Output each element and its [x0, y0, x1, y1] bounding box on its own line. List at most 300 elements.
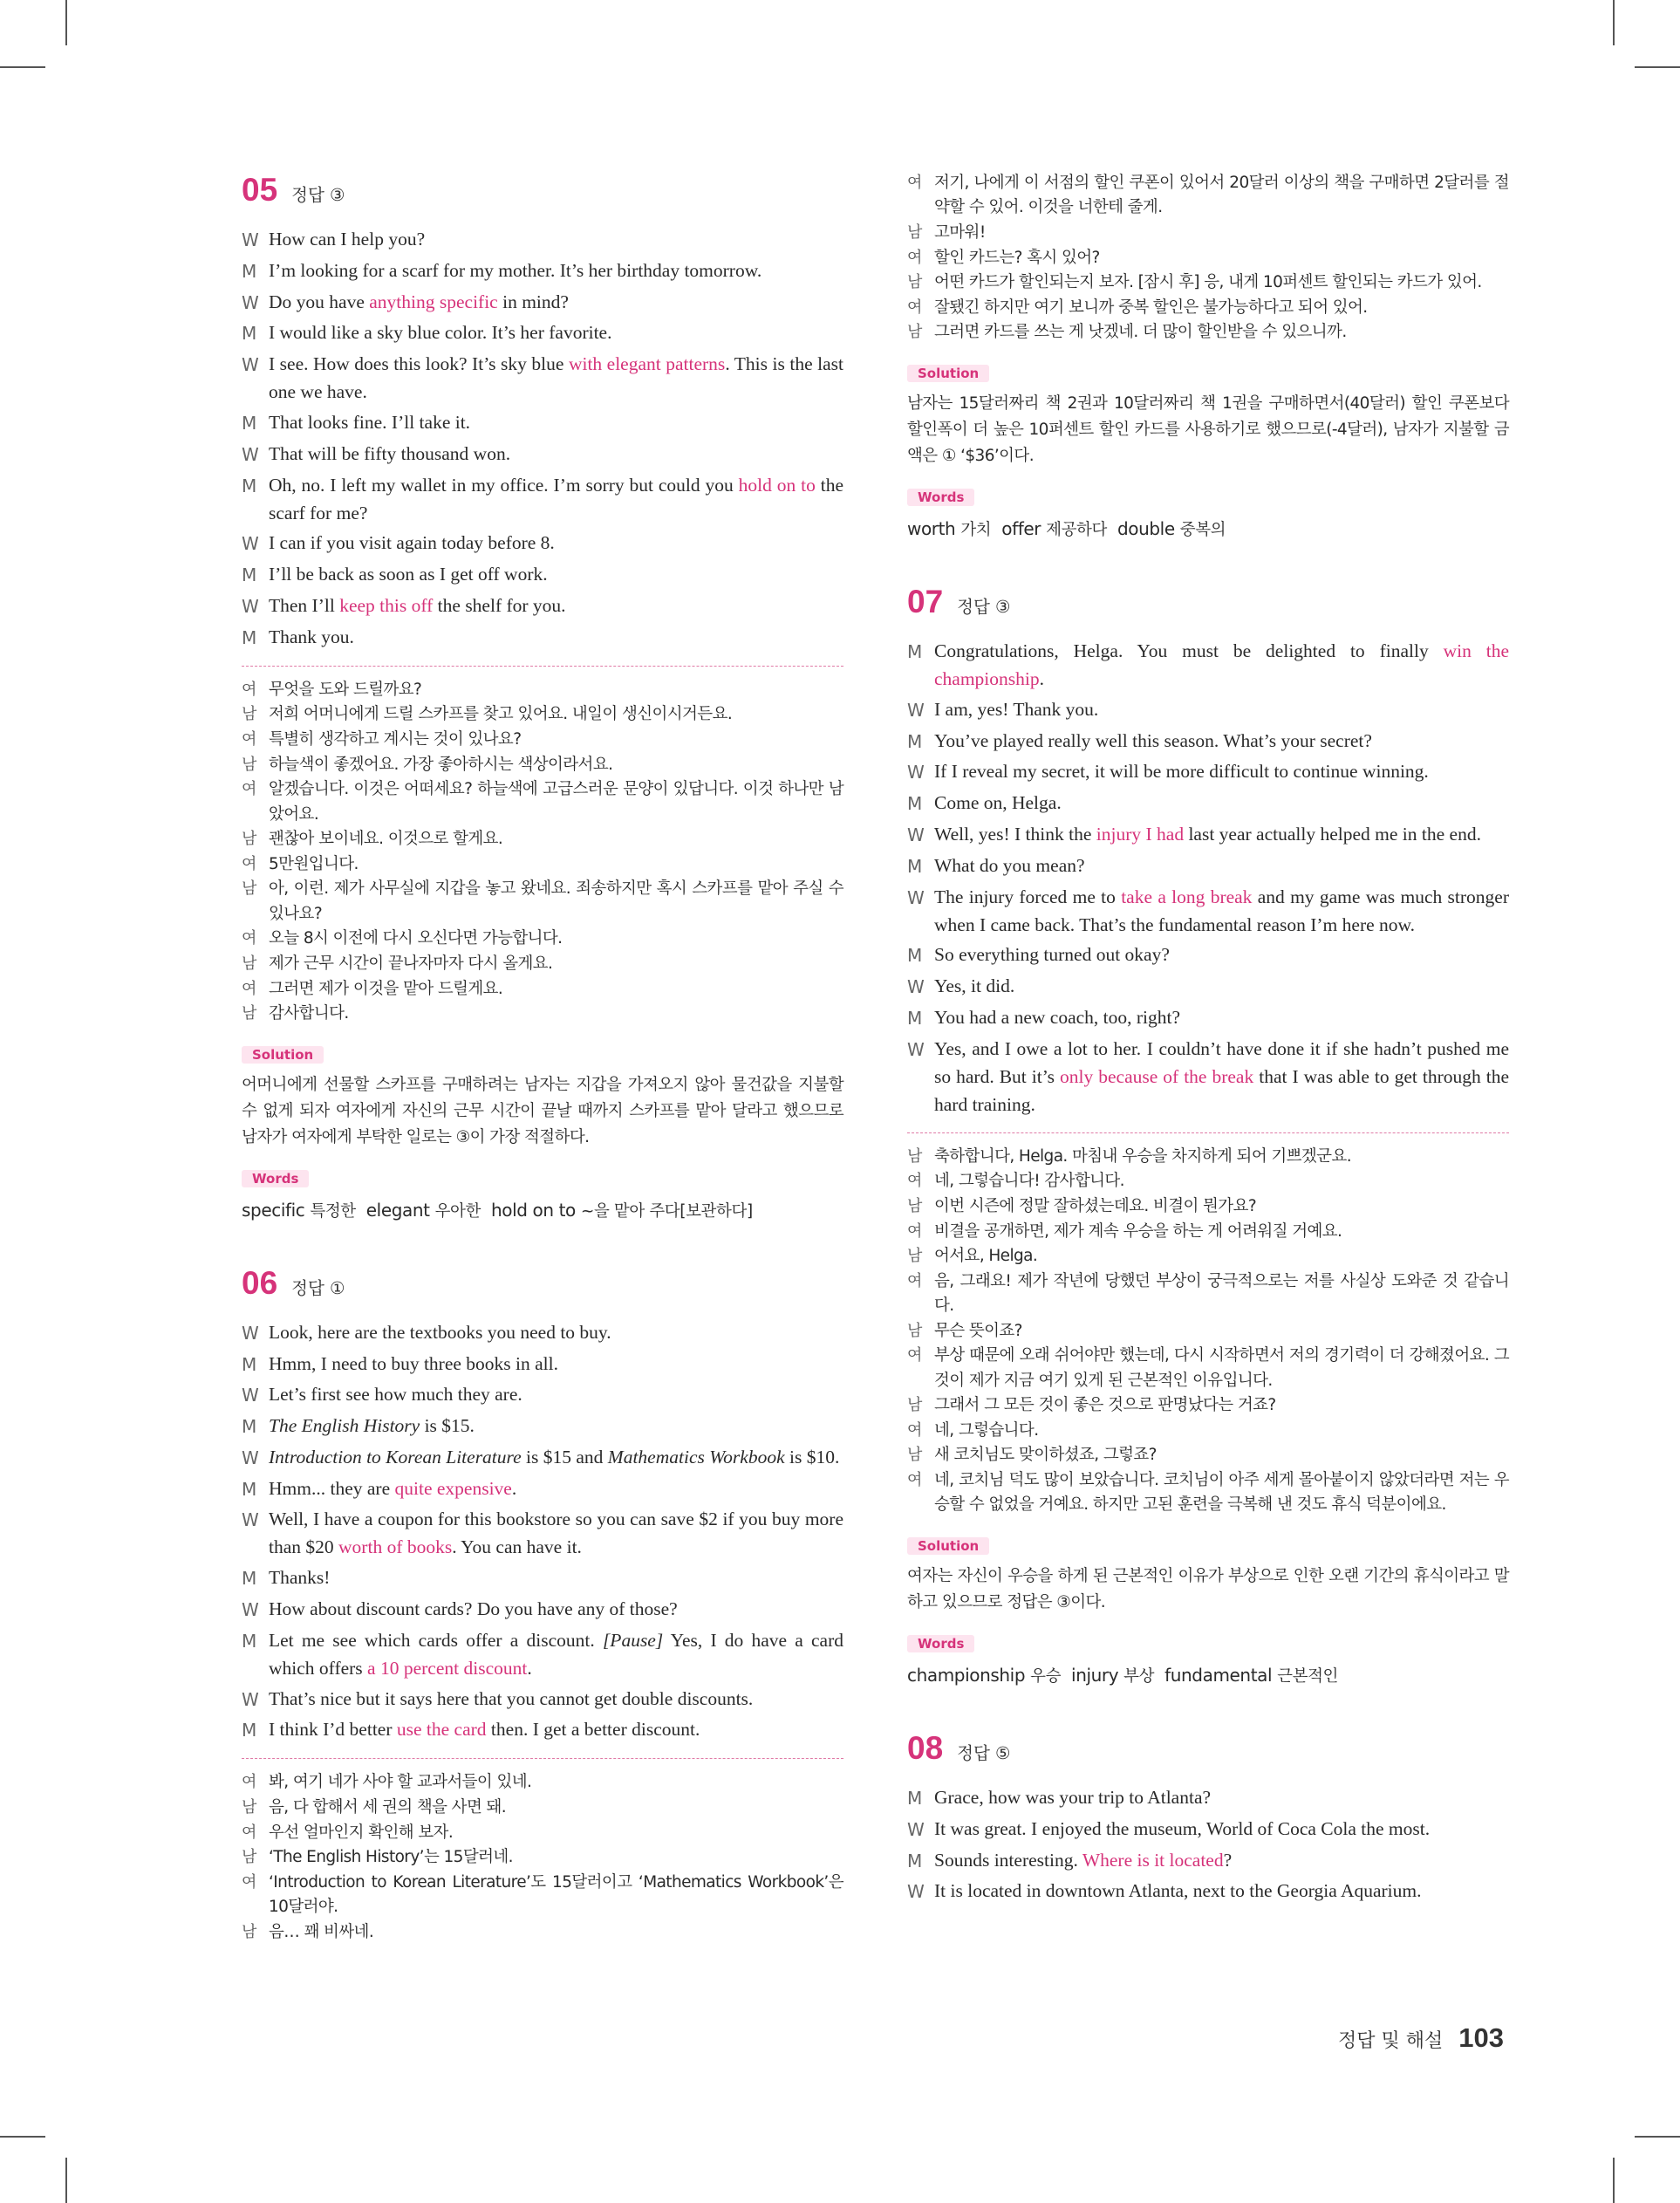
solution-badge: Solution	[907, 1537, 989, 1555]
speaker-label: 남	[242, 1848, 256, 1867]
speaker-label: W	[907, 699, 925, 721]
right-column	[907, 171, 1509, 1944]
translation	[242, 1770, 843, 1945]
solution-badge: Solution	[242, 1046, 324, 1064]
translation-text: 하늘색이 좋겠어요. 가장 좋아하시는 색상이라서요.	[269, 755, 613, 774]
dialogue-text	[269, 1563, 843, 1592]
question-header	[242, 1264, 843, 1308]
word-entry	[1001, 518, 1107, 539]
translation-line	[907, 221, 1509, 245]
speaker-label: 여	[242, 1872, 256, 1892]
text-run: Yes, and I owe a lot to her. I couldn’t have done it if she hadn’t pushed me so hard. But it’s	[934, 1037, 1509, 1087]
translation-text: 네, 코치님 덕도 많이 보았습니다. 코치님이 아주 세게 몰아붙이지 않았더라면 저는 우승할 수 없었을 거예요. 하지만 고된 훈련을 극복해 낸 것도 휴식 덕분이에요.	[934, 1471, 1509, 1515]
dashed-divider	[907, 1132, 1509, 1133]
speaker-label: M	[242, 564, 257, 586]
text-run: Oh, no. I left my wallet in my office. I’m sorry but could you	[269, 474, 739, 496]
speaker-label: 여	[242, 780, 256, 799]
speaker-label: W	[907, 1038, 925, 1060]
question-number: 05	[242, 172, 278, 208]
text-run: last year actually helped me in the end.	[1184, 823, 1481, 845]
text-run: Congratulations, Helga. You must be delighted to finally	[934, 640, 1444, 661]
page-number: 103	[1458, 2022, 1504, 2053]
translation-text: 그러면 카드를 쓰는 게 낫겠네. 더 많이 할인받을 수 있으니까.	[934, 323, 1347, 342]
word-entry	[491, 1200, 753, 1221]
text-run: is $15.	[420, 1415, 475, 1437]
text-run: Do you have	[269, 291, 370, 312]
translation-line	[242, 1871, 843, 1920]
text-run: Thanks!	[269, 1567, 331, 1589]
translation-text: 그러면 제가 이것을 맡아 드릴게요.	[269, 979, 503, 998]
highlighted-phrase: injury I had	[1096, 823, 1185, 845]
dialogue-text	[269, 225, 843, 254]
translation-line	[907, 1269, 1509, 1319]
speaker-label: 여	[242, 854, 256, 873]
speaker-label: 남	[242, 879, 256, 899]
speaker-label: M	[242, 260, 257, 282]
translation-text: 네, 그렇습니다.	[934, 1420, 1039, 1440]
dialogue-line	[907, 1003, 1509, 1032]
dialogue-text	[269, 1595, 843, 1624]
dialogue-text	[269, 471, 843, 527]
speaker-label: M	[242, 475, 257, 496]
word-meaning: 우승	[1030, 1667, 1062, 1686]
speaker-label: M	[907, 1788, 923, 1810]
question-05	[242, 171, 843, 1226]
speaker-label: 여	[907, 1172, 922, 1191]
dialogue-line	[907, 1815, 1509, 1844]
speaker-label: 여	[242, 1823, 256, 1842]
word-meaning: ~을 맡아 주다[보관하다]	[580, 1201, 753, 1221]
translation-line	[907, 1220, 1509, 1244]
speaker-label: 남	[907, 1396, 922, 1415]
text-run: I’ll be back as soon as I get off work.	[269, 564, 548, 585]
dashed-divider	[242, 666, 843, 667]
dialogue-line	[907, 727, 1509, 756]
dialogue-line	[907, 972, 1509, 1001]
speaker-label: 여	[907, 298, 922, 317]
translation-line	[907, 296, 1509, 320]
text-run: You’ve played really well this season. What’s your secret?	[934, 729, 1372, 751]
dialogue-text	[934, 1003, 1509, 1032]
dialogue-text	[934, 1815, 1509, 1844]
translation-text: 저기, 나에게 이 서점의 할인 쿠폰이 있어서 20달러 이상의 책을 구매하면 2달러를 절약할 수 있어. 이것을 너한테 줄게.	[934, 174, 1509, 217]
speaker-label: W	[242, 1599, 259, 1621]
translation-line	[242, 753, 843, 777]
speaker-label: 남	[242, 755, 256, 774]
dialogue-text	[269, 592, 843, 620]
translation-text: 우선 얼마인지 확인해 보자.	[269, 1823, 454, 1842]
speaker-label: W	[242, 1385, 259, 1406]
translation-text: 잘됐긴 하지만 여기 보니까 중복 할인은 불가능하다고 되어 있어.	[934, 298, 1368, 317]
speaker-label: 여	[242, 729, 256, 749]
translation-line	[907, 1393, 1509, 1418]
speaker-label: M	[242, 1416, 257, 1438]
text-run: It was great. I enjoyed the museum, World of Coca Cola the most.	[934, 1817, 1431, 1839]
translation	[907, 1145, 1509, 1518]
dialogue-line	[242, 318, 843, 347]
solution-text: 남자는 15달러짜리 책 2권과 10달러짜리 책 1권을 구매하면서(40달러) 할인 쿠폰보다 할인폭이 더 높은 10퍼센트 할인 카드를 사용하기로 했으므로(-4달러), 남자가 지불할 금액은 ① ‘$36’이다.	[907, 393, 1509, 465]
speaker-label: M	[907, 1850, 923, 1871]
dialogue-text	[934, 1877, 1509, 1905]
speaker-label: M	[242, 323, 257, 345]
dialogue-line	[242, 1715, 843, 1744]
translation-line	[242, 927, 843, 951]
question-header	[907, 583, 1509, 626]
translation-line	[907, 1443, 1509, 1468]
speaker-label: 남	[242, 830, 256, 849]
text-run: I’m looking for a scarf for my mother. It’s her birthday tomorrow.	[269, 259, 762, 281]
dialogue-text	[269, 257, 843, 285]
dialogue-text	[269, 1318, 843, 1347]
translation-text: 무슨 뜻이죠?	[934, 1321, 1022, 1340]
italic-title: The English History	[269, 1415, 420, 1437]
translation-text: 새 코치님도 맞이하셨죠, 그렇죠?	[934, 1446, 1157, 1465]
speaker-label: M	[907, 855, 923, 877]
italic-title: Mathematics Workbook	[607, 1446, 785, 1468]
crop-mark	[1613, 0, 1615, 45]
speaker-label: W	[242, 354, 259, 376]
word-entry	[242, 1200, 356, 1221]
translation-line	[907, 1468, 1509, 1518]
word-entry	[907, 1665, 1061, 1686]
question-number: 07	[907, 583, 944, 619]
text-run: Let me see which cards offer a discount.	[269, 1629, 603, 1651]
speaker-label: M	[242, 1630, 257, 1652]
speaker-label: W	[907, 762, 925, 783]
translation-text: 괜찮아 보이네요. 이것으로 할게요.	[269, 830, 503, 849]
dialogue-line	[907, 883, 1509, 939]
translation-text: 제가 근무 시간이 끝나자마자 다시 올게요.	[269, 954, 553, 973]
word-english: fundamental	[1164, 1665, 1273, 1686]
dialogue-text	[934, 637, 1509, 693]
dialogue-text	[934, 883, 1509, 939]
crop-mark	[0, 66, 45, 68]
dialogue-line	[242, 257, 843, 285]
word-entry	[907, 518, 991, 539]
dialogue-text	[269, 623, 843, 652]
translation-text: 알겠습니다. 이것은 어떠세요? 하늘색에 고급스러운 문양이 있답니다. 이것 하나만 남았어요.	[269, 780, 843, 824]
text-run: Then I’ll	[269, 594, 340, 616]
dialogue-line	[242, 471, 843, 527]
translation-line	[907, 1344, 1509, 1393]
translation-text: 오늘 8시 이전에 다시 오신다면 가능합니다.	[269, 929, 563, 948]
words-badge: Words	[907, 489, 974, 506]
dialogue-line	[242, 408, 843, 437]
dashed-divider	[242, 1758, 843, 1759]
translation	[907, 171, 1509, 346]
word-entry	[1071, 1665, 1154, 1686]
speaker-label: 남	[907, 223, 922, 242]
dialogue-line	[242, 1380, 843, 1409]
translation	[242, 678, 843, 1027]
speaker-label: W	[242, 443, 259, 465]
question-number: 06	[242, 1264, 278, 1301]
translation-text: 축하합니다, Helga. 마침내 우승을 차지하게 되어 기쁘겠군요.	[934, 1146, 1352, 1166]
dialogue-text	[934, 1783, 1509, 1812]
dialogue-text	[269, 1350, 843, 1379]
dialogue-text	[269, 1474, 843, 1503]
words-list	[907, 515, 1509, 544]
answer-label: 정답 ③	[291, 185, 345, 205]
text-run: You had a new coach, too, right?	[934, 1006, 1181, 1028]
crop-mark	[65, 0, 67, 45]
translation-text: 어서요, Helga.	[934, 1247, 1038, 1266]
speaker-label: M	[907, 945, 923, 967]
translation-line	[242, 877, 843, 927]
speaker-label: M	[907, 640, 923, 662]
translation-line	[907, 1194, 1509, 1219]
dialogue-text	[934, 727, 1509, 756]
text-run: .	[527, 1657, 532, 1679]
dialogue-text	[269, 1685, 843, 1714]
word-english: championship	[907, 1665, 1026, 1686]
text-run: is $10.	[784, 1446, 840, 1468]
dialogue-line	[242, 350, 843, 406]
translation-text: ‘Introduction to Korean Literature’도 15달러이고 ‘Mathematics Workbook’은 10달러야.	[269, 1872, 843, 1917]
dialogue	[242, 225, 843, 652]
translation-line	[907, 1244, 1509, 1269]
text-run: Let’s first see how much they are.	[269, 1384, 522, 1406]
highlighted-phrase: keep this off	[339, 594, 434, 616]
dialogue-text	[269, 408, 843, 437]
highlighted-phrase: worth of books	[338, 1536, 453, 1558]
translation-line	[242, 1920, 843, 1945]
question-06	[242, 1264, 843, 1946]
dialogue-text	[934, 757, 1509, 786]
word-meaning: 우아한	[434, 1201, 481, 1221]
speaker-label: W	[242, 595, 259, 617]
solution-text: 여자는 자신이 우승을 하게 된 근본적인 이유가 부상으로 인한 오랜 기간의 휴식이라고 말하고 있으므로 정답은 ③이다.	[907, 1567, 1509, 1612]
speaker-label: 남	[242, 1922, 256, 1941]
text-run: ?	[1223, 1849, 1233, 1871]
word-entry	[1117, 518, 1226, 539]
speaker-label: 남	[907, 1321, 922, 1340]
word-meaning: 제공하다	[1046, 520, 1107, 539]
speaker-label: W	[242, 1447, 259, 1468]
dialogue-line	[907, 820, 1509, 849]
crop-mark	[1613, 2158, 1615, 2203]
dialogue-text	[269, 440, 843, 469]
translation-text: 무엇을 도와 드릴까요?	[269, 680, 422, 699]
speaker-label: 남	[242, 954, 256, 973]
speaker-label: 남	[242, 1004, 256, 1023]
word-meaning: 부상	[1123, 1667, 1155, 1686]
text-run: Well, yes! I think the	[934, 823, 1096, 845]
dialogue-line	[242, 1626, 843, 1682]
translation-line	[242, 1821, 843, 1845]
translation-text: 비결을 공개하면, 제가 계속 우승을 하는 게 어려워질 거예요.	[934, 1221, 1342, 1241]
dialogue-text	[934, 852, 1509, 880]
text-run: That will be fifty thousand won.	[269, 442, 511, 464]
word-english: specific	[242, 1199, 305, 1221]
text-run: Well, I have a coupon for this bookstore so you can save $2 if you buy more than $20	[269, 1509, 843, 1558]
speaker-label: 여	[907, 1346, 922, 1365]
speaker-label: W	[242, 229, 259, 250]
dialogue-text	[934, 1846, 1509, 1875]
dialogue-text	[269, 1443, 843, 1472]
dialogue-text	[269, 288, 843, 317]
solution-badge: Solution	[907, 365, 989, 382]
dialogue	[907, 1783, 1509, 1905]
crop-mark	[0, 2136, 45, 2138]
highlighted-phrase: with elegant patterns	[568, 353, 726, 375]
footer-label: 정답 및 해설	[1338, 2030, 1444, 2052]
text-run: I can if you visit again today before 8.	[269, 532, 555, 554]
text-run: How about discount cards? Do you have any of those?	[269, 1598, 678, 1620]
word-english: elegant	[365, 1199, 430, 1221]
speaker-label: M	[242, 412, 257, 434]
speaker-label: 여	[907, 174, 922, 192]
dialogue-line	[907, 695, 1509, 724]
translation-line	[242, 952, 843, 976]
text-run: I think I’d better	[269, 1719, 397, 1741]
italic-title: [Pause]	[602, 1629, 664, 1651]
translation-text: 특별히 생각하고 계시는 것이 있나요?	[269, 729, 522, 749]
speaker-label: 남	[907, 273, 922, 292]
text-run: Yes, I do have a card which offers	[269, 1629, 843, 1679]
translation-line	[907, 1169, 1509, 1194]
dialogue-text	[934, 941, 1509, 969]
text-run: then. I get a better discount.	[486, 1719, 700, 1741]
dialogue-text	[269, 1715, 843, 1744]
text-run: .	[1039, 667, 1044, 689]
text-run: How can I help you?	[269, 229, 426, 250]
text-run: . This is the last one we have.	[269, 353, 844, 403]
translation-text: 음, 다 합해서 세 권의 책을 사면 돼.	[269, 1798, 507, 1817]
speaker-label: M	[907, 793, 923, 815]
speaker-label: 여	[242, 929, 256, 948]
translation-line	[907, 171, 1509, 221]
text-run: Thank you.	[269, 626, 354, 647]
highlighted-phrase: quite expensive	[394, 1477, 512, 1499]
translation-line	[242, 777, 843, 827]
text-run: That’s nice but it says here that you cannot get double discounts.	[269, 1687, 754, 1709]
dialogue	[242, 1318, 843, 1745]
dialogue-text	[934, 789, 1509, 818]
translation-line	[242, 1796, 843, 1820]
translation-line	[242, 1845, 843, 1870]
dialogue-line	[907, 1783, 1509, 1812]
words-list	[907, 1661, 1509, 1691]
translation-line	[242, 1002, 843, 1026]
translation-line	[242, 702, 843, 727]
translation-line	[907, 1419, 1509, 1443]
translation-line	[907, 246, 1509, 270]
dialogue-line	[907, 757, 1509, 786]
question-06-continued	[907, 171, 1509, 544]
text-run: The injury forced me to	[934, 886, 1122, 907]
speaker-label: W	[907, 976, 925, 998]
word-meaning: 가치	[960, 520, 992, 539]
dialogue-line	[242, 225, 843, 254]
left-column	[242, 171, 843, 1983]
word-meaning: 특정한	[310, 1201, 356, 1221]
dialogue-line	[242, 560, 843, 589]
speaker-label: W	[907, 1881, 925, 1903]
text-run: What do you mean?	[934, 854, 1085, 876]
highlighted-phrase: a 10 percent discount	[367, 1657, 528, 1679]
dialogue-text	[934, 820, 1509, 849]
translation-line	[242, 827, 843, 852]
word-english: offer	[1001, 517, 1041, 539]
dialogue-line	[242, 1685, 843, 1714]
text-run: It is located in downtown Atlanta, next to the Georgia Aquarium.	[934, 1880, 1422, 1902]
dialogue-line	[242, 1474, 843, 1503]
translation-line	[242, 977, 843, 1002]
highlighted-phrase: win the championship	[934, 640, 1509, 689]
text-run: Come on, Helga.	[934, 792, 1062, 814]
translation-line	[907, 1319, 1509, 1344]
speaker-label: W	[242, 533, 259, 555]
translation-text: 음… 꽤 비싸네.	[269, 1922, 374, 1941]
page-footer	[1338, 2022, 1504, 2054]
solution-text: 어머니에게 선물할 스카프를 구매하려는 남자는 지갑을 가져오지 않아 물건값을 지불할 수 없게 되자 여자에게 자신의 근무 시간이 끝날 때까지 스카프를 맡아 달라고 했으므로 남자가 여자에게 부탁한 일로는 ③이 가장 적절하다.	[242, 1075, 843, 1146]
text-run: and my game was much stronger when I came back. That’s the fundamental reason I’m here now.	[934, 886, 1509, 935]
italic-title: Introduction to Korean Literature	[269, 1446, 522, 1468]
speaker-label: 여	[907, 1221, 922, 1241]
dialogue-text	[269, 1380, 843, 1409]
dialogue-line	[907, 941, 1509, 969]
speaker-label: M	[242, 1720, 257, 1741]
dialogue-line	[242, 529, 843, 558]
text-run: . You can have it.	[452, 1536, 582, 1558]
speaker-label: M	[242, 626, 257, 648]
dialogue-text	[269, 1412, 843, 1440]
dialogue-line	[242, 1350, 843, 1379]
text-run: Sounds interesting.	[934, 1849, 1082, 1871]
dialogue-line	[907, 1877, 1509, 1905]
translation-text: 봐, 여기 네가 사야 할 교과서들이 있네.	[269, 1773, 532, 1792]
translation-text: 음, 그래요! 제가 작년에 당했던 부상이 궁극적으로는 저를 사실상 도와준 것 같습니다.	[934, 1271, 1509, 1316]
question-07	[907, 583, 1509, 1691]
dialogue-line	[242, 1505, 843, 1561]
dialogue-line	[242, 623, 843, 652]
dialogue-text	[269, 318, 843, 347]
text-run: the shelf for you.	[433, 594, 566, 616]
speaker-label: 남	[907, 1446, 922, 1465]
word-entry	[1164, 1665, 1338, 1686]
dialogue-text	[934, 972, 1509, 1001]
speaker-label: W	[907, 824, 925, 845]
text-run: Look, here are the textbooks you need to buy.	[269, 1321, 611, 1343]
dialogue-line	[907, 789, 1509, 818]
question-08	[907, 1729, 1509, 1905]
speaker-label: 남	[907, 1196, 922, 1215]
translation-text: 할인 카드는? 혹시 있어?	[934, 248, 1100, 267]
words-badge: Words	[242, 1170, 309, 1187]
translation-text: 고마워!	[934, 223, 986, 242]
speaker-label: 남	[242, 705, 256, 724]
word-english: worth	[907, 517, 956, 539]
dialogue-line	[242, 288, 843, 317]
translation-text: 그래서 그 모든 것이 좋은 것으로 판명났다는 거죠?	[934, 1396, 1276, 1415]
dialogue-line	[242, 1563, 843, 1592]
dialogue-text	[269, 1626, 843, 1682]
answer-label: 정답 ③	[957, 596, 1011, 617]
dialogue-text	[934, 1035, 1509, 1119]
question-header	[242, 171, 843, 215]
answer-label: 정답 ①	[291, 1277, 345, 1298]
speaker-label: M	[907, 1007, 923, 1029]
text-run: I see. How does this look? It’s sky blue	[269, 353, 569, 375]
speaker-label: 여	[907, 1471, 922, 1490]
speaker-label: M	[242, 1353, 257, 1375]
dialogue-line	[242, 440, 843, 469]
speaker-label: 여	[907, 248, 922, 267]
speaker-label: W	[242, 291, 259, 313]
crop-mark	[65, 2158, 67, 2203]
highlighted-phrase: use the card	[396, 1719, 487, 1741]
